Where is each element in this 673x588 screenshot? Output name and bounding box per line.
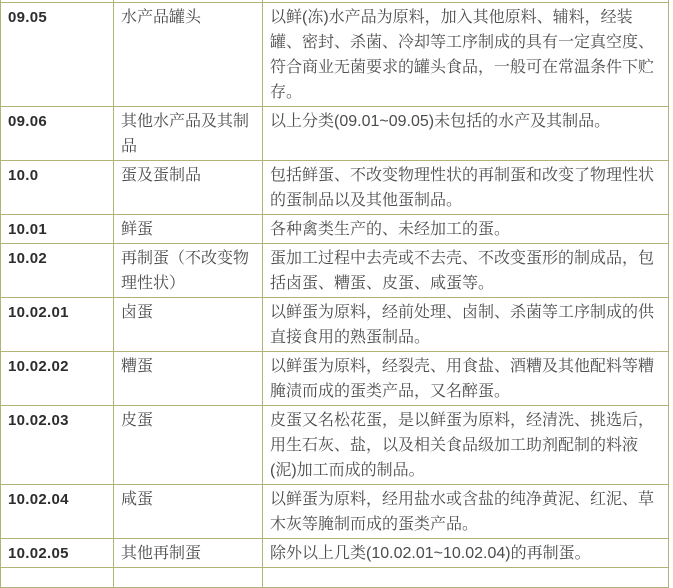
description-cell: 以鲜蛋为原料，经前处理、卤制、杀菌等工序制成的供直接食用的熟蛋制品。	[263, 298, 669, 352]
table-row	[1, 161, 669, 215]
category-cell: 蛋及蛋制品	[114, 161, 263, 215]
description-cell: 蛋加工过程中去壳或不去壳、不改变蛋形的制成品，包括卤蛋、糟蛋、皮蛋、咸蛋等。	[263, 244, 669, 298]
code-cell: 10.02.04	[1, 485, 114, 539]
category-cell: 再制蛋（不改变物理性状）	[114, 244, 263, 298]
description-cell: 以鲜(冻)水产品为原料，加入其他原料、辅料，经装罐、密封、杀菌、冷却等工序制成的具有一定真空度、符合商业无菌要求的罐头食品，一般可在常温条件下贮存。	[263, 3, 669, 107]
code-cell: 09.06	[1, 107, 114, 161]
table-row	[1, 406, 669, 485]
table-row	[1, 215, 669, 244]
code-cell: 10.02	[1, 244, 114, 298]
category-cell: 糟蛋	[114, 352, 263, 406]
table-row-partial-bottom	[1, 568, 669, 588]
empty-cell	[263, 568, 669, 588]
category-cell: 皮蛋	[114, 406, 263, 485]
code-cell: 10.02.03	[1, 406, 114, 485]
table-row	[1, 244, 669, 298]
code-cell: 10.02.01	[1, 298, 114, 352]
category-cell: 其他再制蛋	[114, 539, 263, 568]
code-cell: 10.02.02	[1, 352, 114, 406]
category-cell: 卤蛋	[114, 298, 263, 352]
code-cell: 10.02.05	[1, 539, 114, 568]
empty-cell	[114, 568, 263, 588]
table-row	[1, 539, 669, 568]
description-cell: 皮蛋又名松花蛋，是以鲜蛋为原料，经清洗、挑选后，用生石灰、盐，以及相关食品级加工助剂配制的料液(泥)加工而成的制品。	[263, 406, 669, 485]
description-cell: 除外以上几类(10.02.01~10.02.04)的再制蛋。	[263, 539, 669, 568]
description-cell: 包括鲜蛋、不改变物理性状的再制蛋和改变了物理性状的蛋制品以及其他蛋制品。	[263, 161, 669, 215]
description-cell: 以上分类(09.01~09.05)未包括的水产及其制品。	[263, 107, 669, 161]
description-cell: 各种禽类生产的、未经加工的蛋。	[263, 215, 669, 244]
category-cell: 咸蛋	[114, 485, 263, 539]
category-cell: 鲜蛋	[114, 215, 263, 244]
table-row	[1, 352, 669, 406]
category-cell: 水产品罐头	[114, 3, 263, 107]
table-row	[1, 107, 669, 161]
table-row	[1, 3, 669, 107]
table-row	[1, 485, 669, 539]
code-cell: 10.01	[1, 215, 114, 244]
empty-cell	[1, 568, 114, 588]
code-cell: 10.0	[1, 161, 114, 215]
description-cell: 以鲜蛋为原料，经用盐水或含盐的纯净黄泥、红泥、草木灰等腌制而成的蛋类产品。	[263, 485, 669, 539]
table-row	[1, 298, 669, 352]
code-cell: 09.05	[1, 3, 114, 107]
category-cell: 其他水产品及其制品	[114, 107, 263, 161]
description-cell: 以鲜蛋为原料，经裂壳、用食盐、酒糟及其他配料等糟腌渍而成的蛋类产品，又名醉蛋。	[263, 352, 669, 406]
